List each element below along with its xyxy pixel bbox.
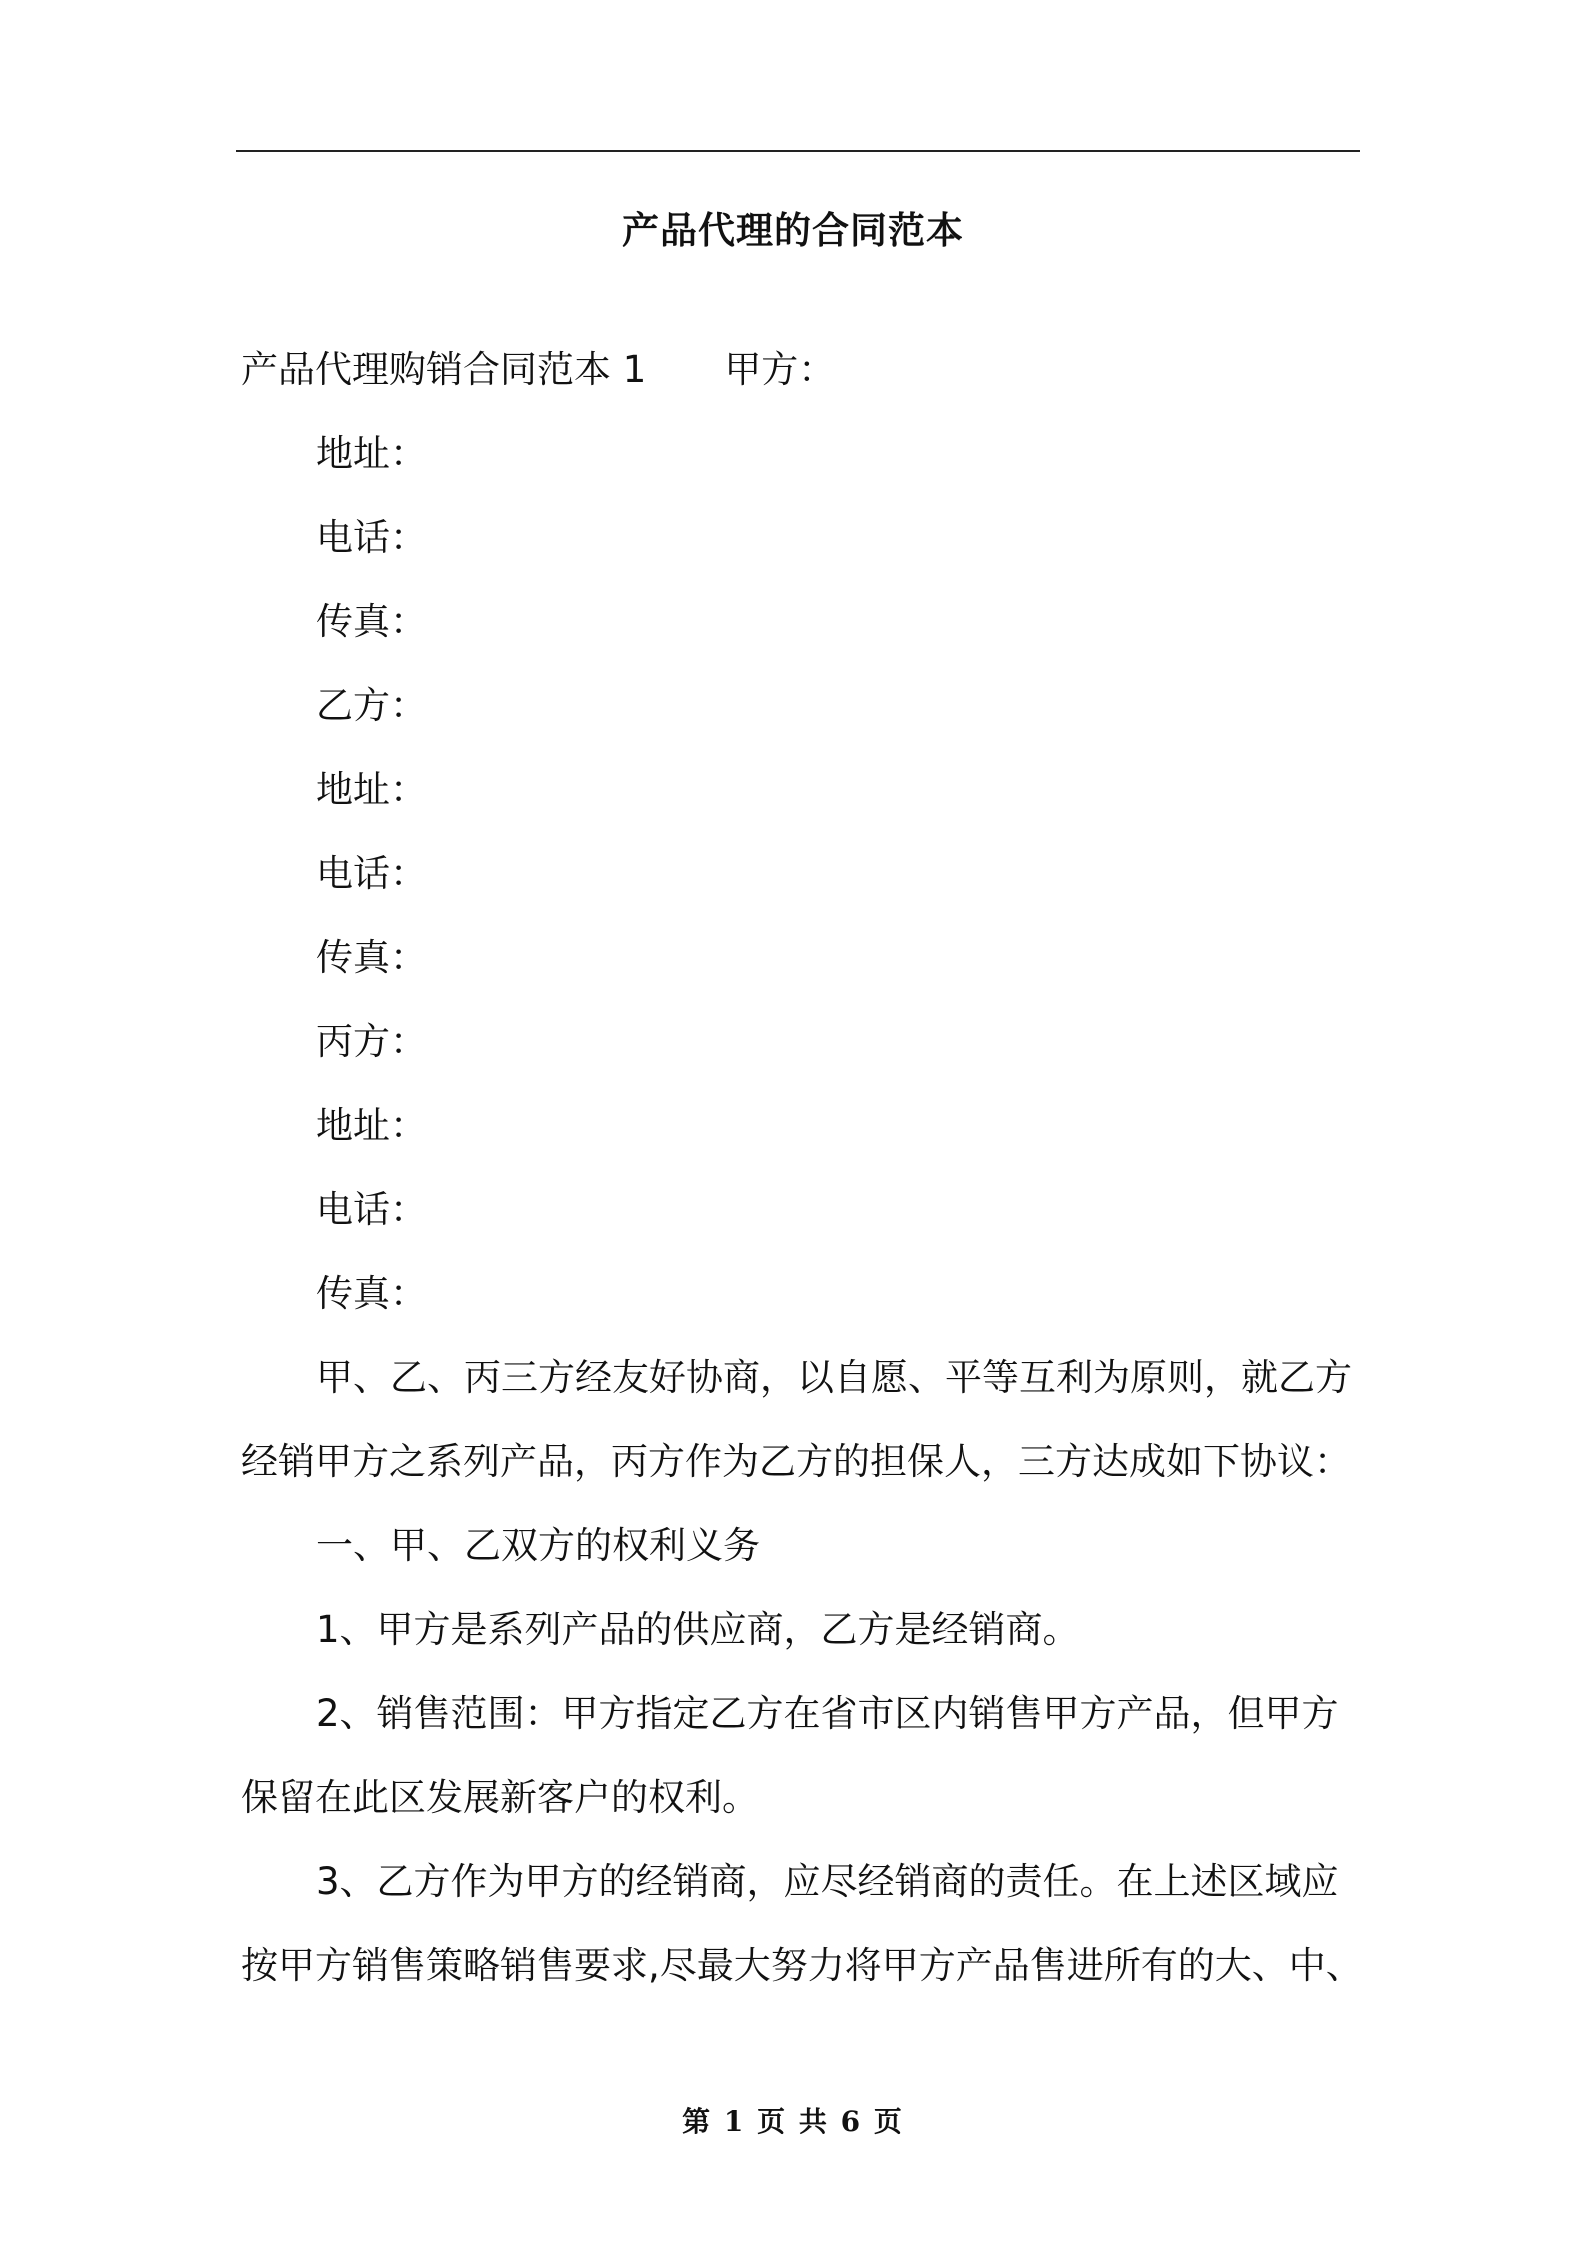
intro-paragraph-line-1: 甲、乙、丙三方经友好协商，以自愿、平等互利为原则，就乙方 bbox=[316, 1356, 1352, 1399]
party-a-address-field: 地址： bbox=[316, 432, 427, 475]
header-rule bbox=[236, 150, 1360, 152]
document-title: 产品代理的合同范本 bbox=[622, 209, 964, 252]
party-c-address-field: 地址： bbox=[316, 1104, 427, 1147]
intro-paragraph-line-2: 经销甲方之系列产品，丙方作为乙方的担保人，三方达成如下协议： bbox=[241, 1440, 1351, 1483]
clause-2-line-2: 保留在此区发展新客户的权利。 bbox=[241, 1776, 759, 1819]
party-a-fax-field: 传真： bbox=[316, 600, 427, 643]
clause-2-line-1: 2、销售范围：甲方指定乙方在省市区内销售甲方产品，但甲方 bbox=[316, 1692, 1339, 1735]
party-c-fax-field: 传真： bbox=[316, 1272, 427, 1315]
party-b-fax-field: 传真： bbox=[316, 936, 427, 979]
party-b-phone-field: 电话： bbox=[316, 852, 427, 895]
party-b-address-field: 地址： bbox=[316, 768, 427, 811]
party-b-label: 乙方： bbox=[316, 684, 427, 727]
section-1-heading: 一、甲、乙双方的权利义务 bbox=[316, 1524, 760, 1567]
party-c-label: 丙方： bbox=[316, 1020, 427, 1063]
party-c-phone-field: 电话： bbox=[316, 1188, 427, 1231]
clause-3-line-1: 3、乙方作为甲方的经销商，应尽经销商的责任。在上述区域应 bbox=[316, 1860, 1339, 1903]
first-line bbox=[241, 328, 1361, 412]
document-body bbox=[241, 328, 1361, 2008]
page-number-footer: 第 1 页 共 6 页 bbox=[682, 2105, 904, 2138]
party-a-label: 甲方： bbox=[724, 348, 836, 391]
clause-3-line-2: 按甲方销售策略销售要求,尽最大努力将甲方产品售进所有的大、中、 bbox=[241, 1944, 1363, 1987]
party-a-phone-field: 电话： bbox=[316, 516, 427, 559]
contract-subtitle: 产品代理购销合同范本 1 bbox=[241, 348, 647, 391]
clause-1: 1、甲方是系列产品的供应商，乙方是经销商。 bbox=[316, 1608, 1080, 1651]
